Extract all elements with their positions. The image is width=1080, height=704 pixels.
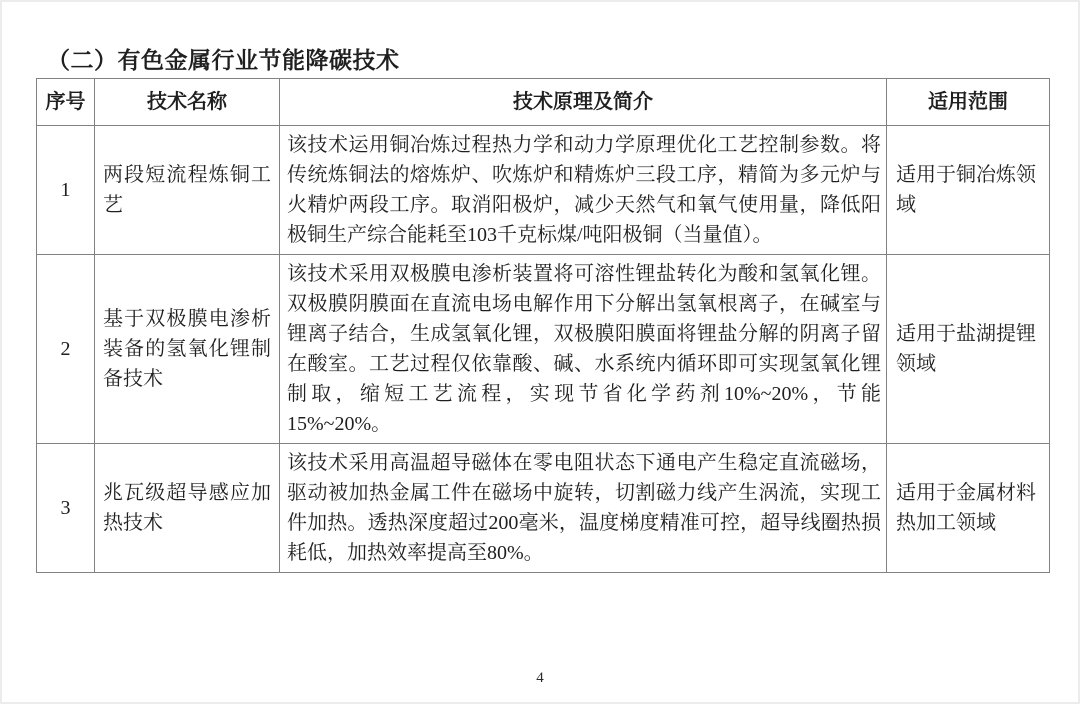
table-row <box>37 444 1050 573</box>
column-header-technology-name: 技术名称 <box>95 79 280 126</box>
cell-scope: 适用于金属材料热加工领域 <box>887 444 1050 573</box>
technology-table <box>36 78 1050 573</box>
cell-principle: 该技术采用高温超导磁体在零电阻状态下通电产生稳定直流磁场，驱动被加热金属工件在磁场中旋转，切割磁力线产生涡流，实现工件加热。透热深度超过200毫米，温度梯度精准可控，超导线圈热损耗低，加热效率提高至80%。 <box>280 444 887 573</box>
table-header-row <box>37 79 1050 126</box>
cell-technology-name: 两段短流程炼铜工艺 <box>95 126 280 255</box>
cell-serial-number: 2 <box>37 255 95 444</box>
cell-serial-number: 1 <box>37 126 95 255</box>
cell-scope: 适用于盐湖提锂领域 <box>887 255 1050 444</box>
cell-serial-number: 3 <box>37 444 95 573</box>
column-header-principle: 技术原理及简介 <box>280 79 887 126</box>
page-title: （二）有色金属行业节能降碳技术 <box>47 48 400 73</box>
cell-technology-name: 基于双极膜电渗析装备的氢氧化锂制备技术 <box>95 255 280 444</box>
column-header-scope: 适用范围 <box>887 79 1050 126</box>
cell-scope: 适用于铜冶炼领域 <box>887 126 1050 255</box>
cell-technology-name: 兆瓦级超导感应加热技术 <box>95 444 280 573</box>
cell-principle: 该技术运用铜冶炼过程热力学和动力学原理优化工艺控制参数。将传统炼铜法的熔炼炉、吹炼炉和精炼炉三段工序，精简为多元炉与火精炉两段工序。取消阳极炉，减少天然气和氧气使用量，降低阳极铜生产综合能耗至103千克标煤/吨阳极铜（当量值）。 <box>280 126 887 255</box>
table-row <box>37 126 1050 255</box>
page-number: 4 <box>536 670 544 686</box>
column-header-serial-number: 序号 <box>37 79 95 126</box>
cell-principle: 该技术采用双极膜电渗析装置将可溶性锂盐转化为酸和氢氧化锂。双极膜阴膜面在直流电场电解作用下分解出氢氧根离子，在碱室与锂离子结合，生成氢氧化锂，双极膜阳膜面将锂盐分解的阴离子留在酸室。工艺过程仅依靠酸、碱、水系统内循环即可实现氢氧化锂制取，缩短工艺流程，实现节省化学药剂10%~20%，节能15%~20%。 <box>280 255 887 444</box>
table-row <box>37 255 1050 444</box>
